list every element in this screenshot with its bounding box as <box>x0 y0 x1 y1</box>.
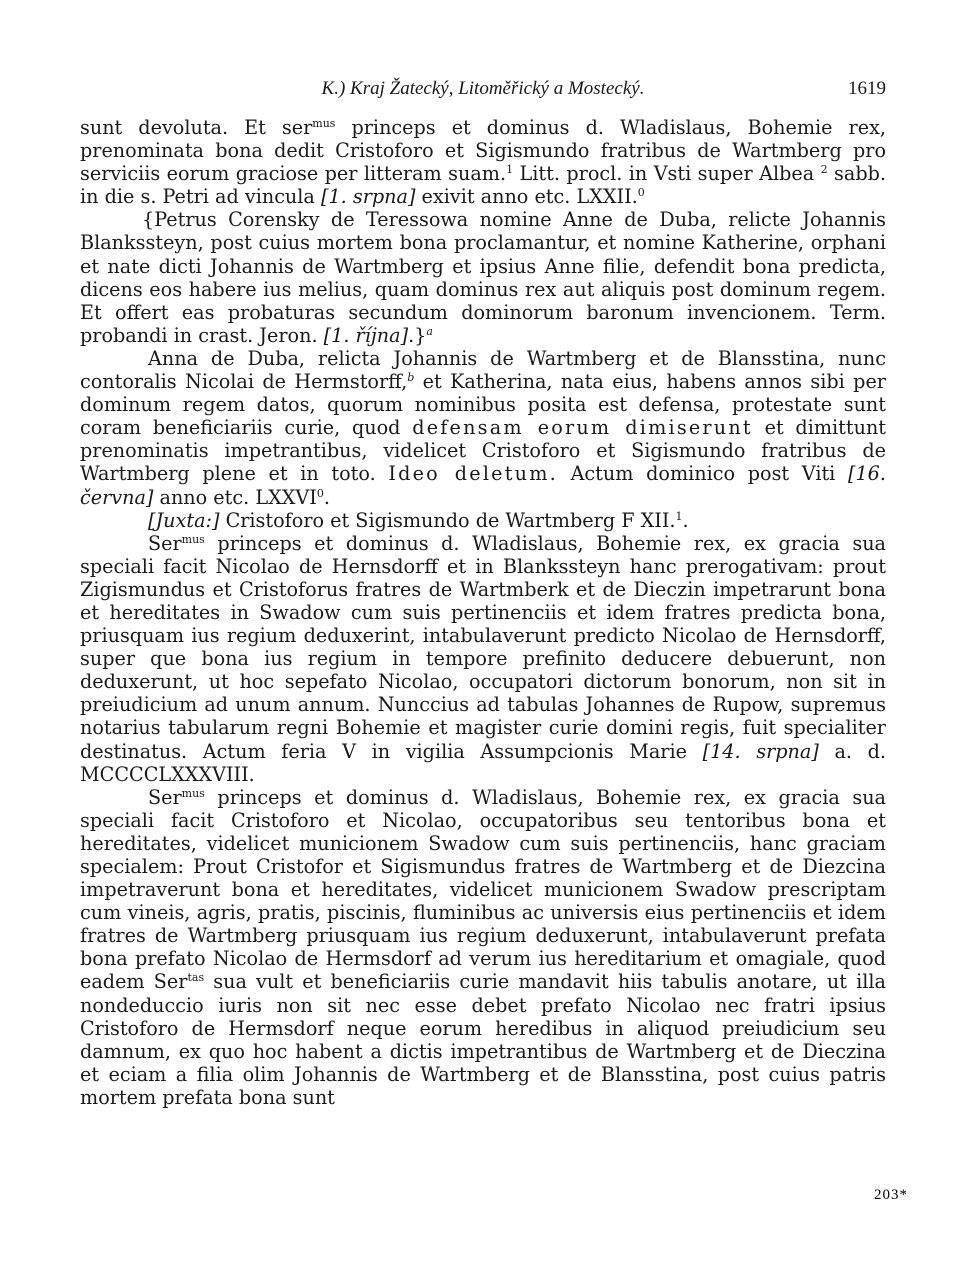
document-body <box>80 116 886 1109</box>
running-title: K.) Kraj Žatecký, Litoměřický a Mostecký. <box>321 78 645 99</box>
paragraph-3: Anna de Duba, relicta Johannis de Wartmberg et de Blansstina, nunc contoralis Nicolai de Hermstorff,$^b$ et Katherina, nata eius, habens annos sibi per dominum regem datos, quorum nominibus posita est defensa, protestate sunt coram beneficiariis curie, quod defensam eorum dimiserunt et dimittunt prenominatis impetrantibus, videlicet Cristoforo et Sigismundo fratribus de Wartmberg plene et in toto. Ideo deletum. Actum dominico post Viti [16. června] anno etc. LXXVI$^0$. <box>80 346 887 509</box>
paragraph-4: [Juxta:] Cristoforo et Sigismundo de Wartmberg F XII.$^1$. <box>148 508 689 532</box>
paragraph-6: Ser$^{mus}$ princeps et dominus d. Wladislaus, Bohemie rex, ex gracia sua speciali facit Cristoforo et Nicolao, occupatoribus seu tentoribus bona et hereditates, videlicet municionem Swadow cum suis pertinenciis, hanc graciam specialem: Prout Cristofor et Sigismundus fratres de Wartmberg et de Diezcina impetraverunt bona et hereditates, videlicet municionem Swadow prescriptam cum vineis, agris, pratis, piscinis, fluminibus ac universis eius pertinenciis et idem fratres de Wartmberg priusquam ius regium deduxerunt, intabulaverunt prefata bona prefato Nicolao de Hermsdorf ad verum ius hereditarium et omagiale, quod eadem Ser$^{tas}$ sua vult et beneficiariis curie mandavit hiis tabulis anotare, ut illa nondeduccio iuris non sit nec esse debet prefato Nicolao nec fratri ipsius Cristoforo de Hermsdorf neque eorum heredibus in aliquod preiudicium seu damnum, ex quo hoc habent a dictis impetrantibus de Wartmberg et de Dieczina et eciam a filia olim Johannis de Wartmberg et de Blansstina, post cuius patris mortem prefata bona sunt <box>80 785 886 1109</box>
page-number: 1619 <box>848 78 886 99</box>
paragraph-1: sunt devoluta. Et ser$^{mus}$ princeps et dominus d. Wladislaus, Bohemie rex, prenominata bona dedit Cristoforo et Sigismundo fratribus de Wartmberg pro serviciis eorum graciose per litteram suam.$^1$ Litt. procl. in Vsti super Albea $^2$ sabb. in die s. Petri ad vincula [1. srpna] exivit anno etc. LXXII.$^0$ <box>80 116 887 209</box>
page-header <box>80 70 886 104</box>
paragraph-2: {Petrus Corensky de Teressowa nomine Anne de Duba, relicte Johannis Blankssteyn, post cuius mortem bona proclamantur, et nomine Katherine, orphani et nate dicti Johannis de Wartmberg et ipsius Anne filie, defendit bona predicta, dicens eos habere ius melius, quam dominus rex aut aliquis post dominum regem. Et offert eas probaturas secundum dominorum baronum invencionem. Term. probandi in crast. Jeron. [1. října].}$^a$ <box>80 208 886 347</box>
signature-mark: 203* <box>874 1187 908 1203</box>
paragraph-5: Ser$^{mus}$ princeps et dominus d. Wladislaus, Bohemie rex, ex gracia sua speciali facit Nicolao de Hernsdorff et in Blankssteyn hanc prerogativam: prout Zigismundus et Cristoforus fratres de Wartmberk et de Dieczin impetrarunt bona et hereditates in Swadow cum suis pertinenciis et idem fratres predicta bona, priusquam ius regium deduxerint, intabulaverunt predicto Nicolao de Hernsdorff, super que bona ius regium in tempore prefinito deducere debuerunt, non deduxerunt, ut hoc sepefato Nicolao, occupatori dictorum bonorum, non sit in preiudicium ad unum annum. Nunccius ad tabulas Johannes de Rupow, supremus notarius tabularum regni Bohemie et magister curie domini regis, fuit specialiter destinatus. Actum feria V in vigilia Assumpcionis Marie [14. srpna] a. d. MCCCCLXXXVIII. <box>80 531 886 786</box>
document-page <box>80 70 886 1109</box>
